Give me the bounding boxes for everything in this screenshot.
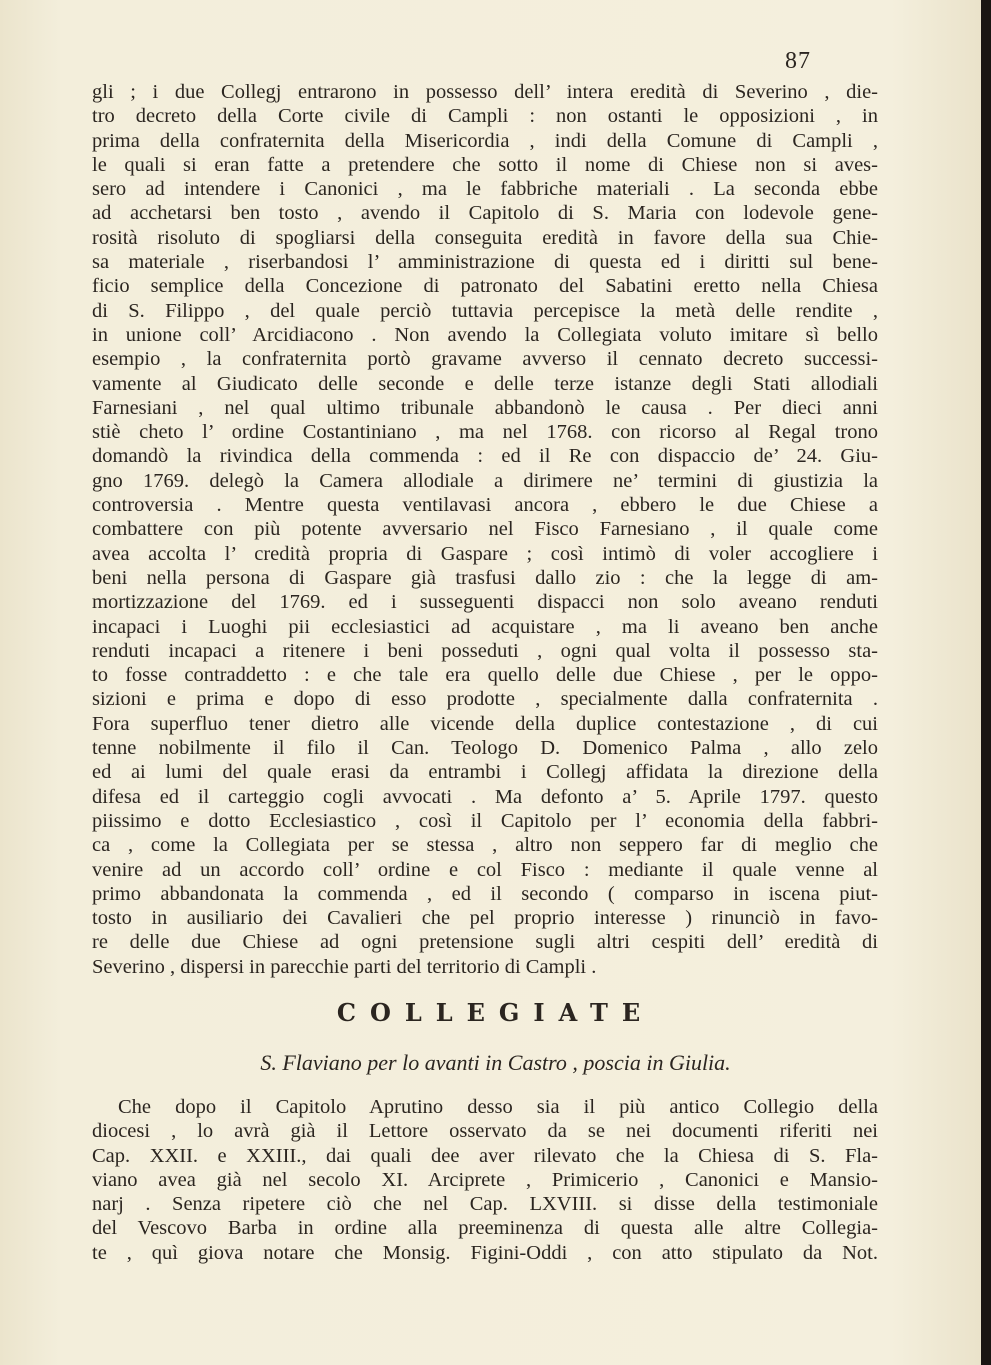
text-line: viano avea già nel secolo XI. Arciprete , Primicerio , Canonici e Mansio-: [92, 1168, 878, 1191]
text-line: Che dopo il Capitolo Aprutino desso sia il più antico Collegio della: [118, 1096, 878, 1118]
page-edge-shadow: [981, 0, 991, 1365]
text-line: tenne nobilmente il filo il Can. Teologo D. Domenico Palma , allo zelo: [92, 737, 878, 760]
text-line: prima della confraternita della Misericordia , indi della Comune di Campli ,: [92, 129, 878, 152]
text-line: in unione coll’ Arcidiacono . Non avendo la Collegiata voluto imitare sì bello: [92, 323, 878, 346]
text-line: ficio semplice della Concezione di patronato del Sabatini eretto nella Chiesa: [92, 275, 878, 298]
text-line: Fora superfluo tener dietro alle vicende della duplice contestazione , di cui: [92, 712, 878, 735]
text-line: stiè cheto l’ ordine Costantiniano , ma nel 1768. con ricorso al Regal trono: [92, 421, 878, 444]
main-paragraph: [92, 80, 878, 979]
text-line: del Vescovo Barba in ordine alla preeminenza di questa alle altre Collegia-: [92, 1217, 878, 1240]
text-line: te , quì giova notare che Monsig. Figini-Oddi , con atto stipulato da Not.: [92, 1241, 878, 1264]
text-line: vamente al Giudicato delle seconde e delle terze istanze degli Stati allodiali: [92, 372, 878, 395]
text-line: tosto in ausiliario dei Cavalieri che pel proprio interesse ) rinunciò in favo-: [92, 907, 878, 930]
section-subtitle: S. Flaviano per lo avanti in Castro , poscia in Giulia.: [260, 1050, 731, 1075]
text-line: Severino , dispersi in parecchie parti del territorio di Campli .: [92, 955, 597, 978]
text-line: ed ai lumi del quale erasi da entrambi i Collegj affidata la direzione della: [92, 761, 878, 784]
text-line: sero ad intendere i Canonici , ma le fabbriche materiali . La seconda ebbe: [92, 178, 878, 201]
text-line: beni nella persona di Gaspare già trasfusi dallo zio : che la legge di am-: [92, 566, 878, 589]
text-line: sizioni e prima e dopo di esso prodotte , specialmente dalla confraternita .: [92, 688, 878, 711]
text-line: incapaci i Luoghi pii ecclesiastici ad acquistare , ma li aveano ben anche: [92, 615, 878, 638]
text-line: gno 1769. delegò la Camera allodiale a dirimere ne’ termini di giustizia la: [92, 469, 878, 492]
page-number: 87: [785, 48, 811, 74]
text-line: gli ; i due Collegj entrarono in possesso dell’ intera eredità di Severino , die-: [92, 81, 878, 103]
text-line: ad acchetarsi ben tosto , avendo il Capitolo di S. Maria con lodevole gene-: [92, 202, 878, 225]
text-line: esempio , la confraternita portò gravame avverso il cennato decreto successi-: [92, 348, 878, 371]
text-line: avea accolta l’ credità propria di Gaspare ; così intimò di voler accogliere i: [92, 542, 878, 565]
text-line: ca , come la Collegiata per se stessa , altro non seppero far di meglio che: [92, 834, 878, 857]
text-line: difesa ed il carteggio cogli avvocati . Ma defonto a’ 5. Aprile 1797. questo: [92, 785, 878, 808]
text-line: Cap. XXII. e XXIII., dai quali dee aver rilevato che la Chiesa di S. Fla-: [92, 1144, 878, 1167]
text-line: mortizzazione del 1769. ed i susseguenti dispacci non solo aveano renduti: [92, 591, 878, 614]
text-line: renduti incapaci a ritenere i beni posseduti , ogni qual volta il possesso sta-: [92, 639, 878, 662]
text-line: narj . Senza ripetere ciò che nel Cap. LXVIII. si disse della testimoniale: [92, 1193, 878, 1216]
text-line: diocesi , lo avrà già il Lettore osservato da se nei documenti riferiti nei: [92, 1120, 878, 1143]
text-line: primo abbandonata la commenda , ed il secondo ( comparso in iscena piut-: [92, 882, 878, 905]
text-line: controversia . Mentre questa ventilavasi ancora , ebbero le due Chiese a: [92, 494, 878, 517]
second-paragraph: [92, 1095, 878, 1265]
text-line: combattere con più potente avversario nel Fisco Farnesiano , il quale come: [92, 518, 878, 541]
text-line: di S. Filippo , del quale perciò tuttavia percepisce la metà delle rendite ,: [92, 299, 878, 322]
text-line: piissimo e dotto Ecclesiastico , così il Capitolo per l’ economia della fabbri-: [92, 809, 878, 832]
text-line: re delle due Chiese ad ogni pretensione sugli altri cespiti dell’ eredità di: [92, 931, 878, 954]
text-line: venire ad un accordo coll’ ordine e col Fisco : mediante il quale venne al: [92, 858, 878, 881]
text-line: tro decreto della Corte civile di Campli : non ostanti le opposizioni , in: [92, 105, 878, 128]
text-line: rosità risoluto di spogliarsi della conseguita eredità in favore della sua Chie-: [92, 226, 878, 249]
text-line: sa materiale , riserbandosi l’ amministrazione di questa ed i diritti sul bene-: [92, 251, 878, 274]
section-title: COLLEGIATE: [336, 998, 655, 1027]
text-line: to fosse contraddetto : e che tale era quello delle due Chiese , per le oppo-: [92, 664, 878, 687]
text-line: domandò la rivindica della commenda : ed il Re con dispaccio de’ 24. Giu-: [92, 445, 878, 468]
text-line: le quali si eran fatte a pretendere che sotto il nome di Chiese non si aves-: [92, 153, 878, 176]
text-line: Farnesiani , nel qual ultimo tribunale abbandonò le causa . Per dieci anni: [92, 396, 878, 419]
